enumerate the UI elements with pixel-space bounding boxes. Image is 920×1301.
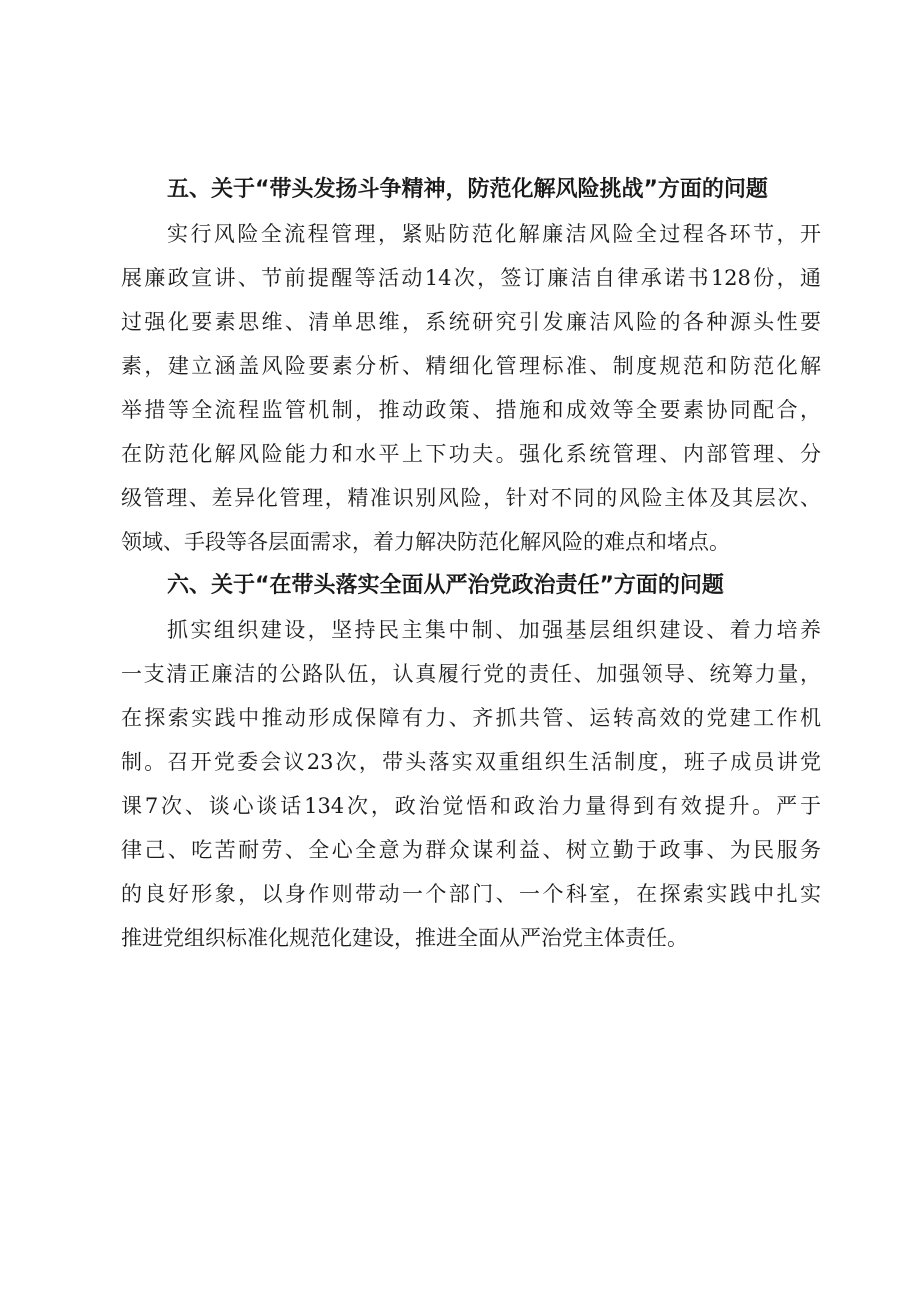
section-heading: 六、关于“在带头落实全面从严治党政治责任”方面的问题 xyxy=(167,573,724,598)
paragraph-line: 课7次、谈心谈话134次，政治觉悟和政治力量得到有效提升。严于 xyxy=(121,794,821,818)
document-body xyxy=(121,168,821,960)
paragraph-line: 一支清正廉洁的公路队伍，认真履行党的责任、加强领导、统筹力量， xyxy=(121,662,821,686)
paragraph-line: 制。召开党委会议23次，带头落实双重组织生活制度，班子成员讲党 xyxy=(121,750,821,774)
paragraph-line: 过强化要素思维、清单思维，系统研究引发廉洁风险的各种源头性要 xyxy=(121,310,821,334)
paragraph-line: 的良好形象，以身作则带动一个部门、一个科室，在探索实践中扎实 xyxy=(121,882,821,906)
paragraph-line: 在防范化解风险能力和水平上下功夫。强化系统管理、内部管理、分 xyxy=(121,442,821,466)
paragraph-line: 实行风险全流程管理，紧贴防范化解廉洁风险全过程各环节，开 xyxy=(167,222,821,246)
paragraph-line: 领域、手段等各层面需求，着力解决防范化解风险的难点和堵点。 xyxy=(121,530,730,554)
paragraph-line: 推进党组织标准化规范化建设，推进全面从严治党主体责任。 xyxy=(121,926,688,950)
paragraph-line: 级管理、差异化管理，精准识别风险，针对不同的风险主体及其层次、 xyxy=(121,486,821,510)
paragraph-line: 律己、吃苦耐劳、全心全意为群众谋利益、树立勤于政事、为民服务 xyxy=(121,838,821,862)
paragraph-line: 抓实组织建设，坚持民主集中制、加强基层组织建设、着力培养 xyxy=(167,618,821,642)
paragraph-line: 在探索实践中推动形成保障有力、齐抓共管、运转高效的党建工作机 xyxy=(121,706,821,730)
paragraph-line: 展廉政宣讲、节前提醒等活动14次，签订廉洁自律承诺书128份，通 xyxy=(121,266,821,290)
section-5 xyxy=(121,168,821,564)
section-heading: 五、关于“带头发扬斗争精神，防范化解风险挑战”方面的问题 xyxy=(167,177,768,202)
paragraph-line: 举措等全流程监管机制，推动政策、措施和成效等全要素协同配合， xyxy=(121,398,821,422)
section-6 xyxy=(121,564,821,960)
paragraph-line: 素，建立涵盖风险要素分析、精细化管理标准、制度规范和防范化解 xyxy=(121,354,821,378)
